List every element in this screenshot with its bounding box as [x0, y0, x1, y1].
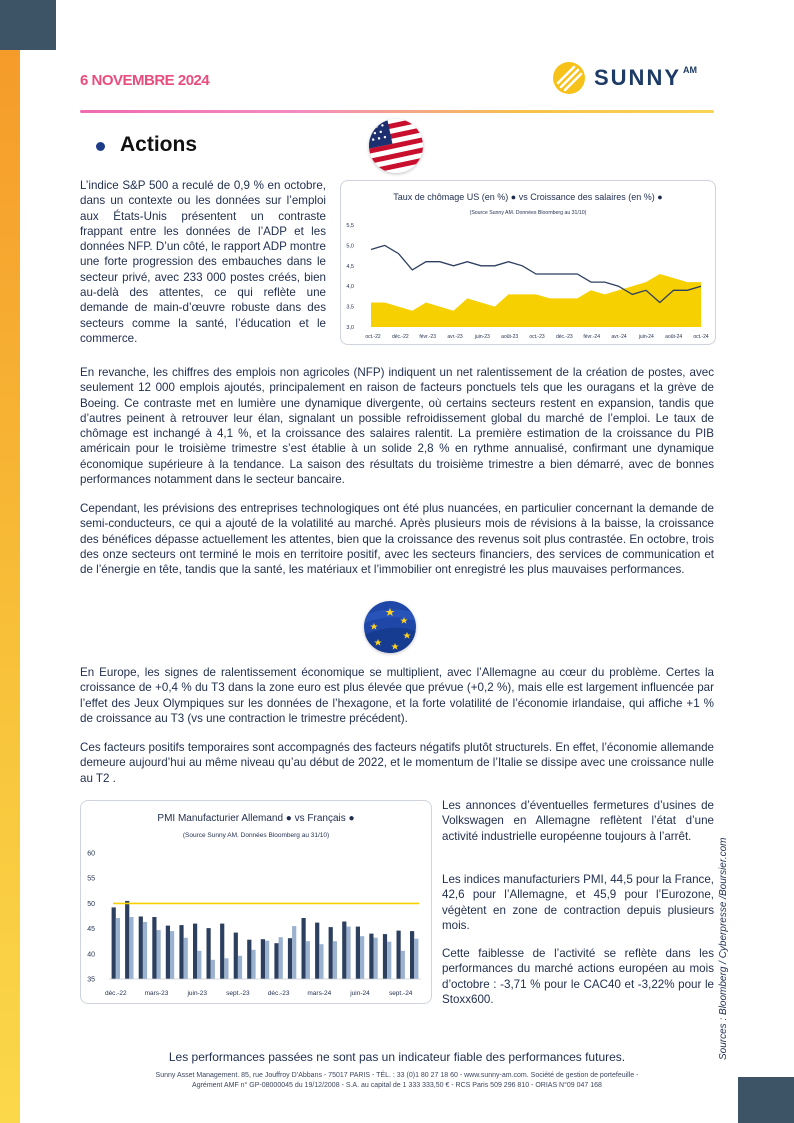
bar-france: [197, 951, 201, 979]
paragraph-germany: Ces facteurs positifs temporaires sont accompagnés des facteurs négatifs plutôt structurels. En effet, l’économie allemande demeure aujourd’hui au même niveau qu’au début de 2022, et le momentum de l’Italie se dissipe avec une croissance nulle au T2 .: [80, 741, 714, 785]
bar-france: [387, 942, 391, 979]
y-tick-label: 50: [87, 900, 95, 908]
y-tick-label: 5,0: [346, 243, 354, 250]
series-area-unemployment: [371, 274, 701, 327]
x-tick-label: juin-24: [638, 334, 654, 340]
corner-block-top: [0, 0, 56, 50]
bar-germany: [302, 918, 306, 979]
footer-line-1: [80, 1071, 714, 1081]
bar-france: [360, 936, 364, 979]
bar-germany: [383, 934, 387, 979]
bar-germany: [247, 940, 251, 979]
bar-france: [116, 918, 120, 979]
footer-line-2: Agrément AMF n° GP-08000045 du 19/12/2008 - S.A. au capital de 1 333 333,50 € - RCS Paris 509 296 810 - ORIAS N°09 047 168: [192, 1082, 602, 1089]
header-divider: [80, 110, 714, 113]
sources-note: Sources : Bloomberg / Cyberpresse /Boursier.com: [718, 837, 729, 1060]
bar-germany: [342, 922, 346, 980]
chart-pmi-manufacturing: [80, 800, 432, 1004]
bar-germany: [356, 927, 360, 979]
y-tick-label: 35: [87, 976, 95, 984]
bar-france: [224, 958, 228, 979]
bar-france: [333, 941, 337, 979]
bar-france: [170, 931, 174, 979]
bar-germany: [315, 923, 319, 979]
x-tick-label: déc.-22: [391, 334, 409, 340]
bar-germany: [193, 924, 197, 979]
paragraph-sp500: L’indice S&P 500 a reculé de 0,9 % en octobre, dans un contexte ou les données sur l’emploi aux États-Unis présentent un contraste frappant entre les données de l’ADP et les données NFP. D’un côté, le rapport ADP montre une forte progression des embauches dans le secteur privé, avec 233 000 postes créés, bien au-delà des attentes, ce qui reflète une demande de main-d’œuvre robuste dans des secteurs comme la santé, l’éducation et le commerce.: [80, 179, 326, 345]
bar-france: [211, 960, 215, 979]
performance-disclaimer: Les performances passées ne sont pas un indicateur fiable des performances futures.: [168, 1050, 626, 1064]
bar-france: [238, 956, 242, 979]
x-tick-label: avr.-23: [447, 334, 463, 340]
report-date: 6 NOVEMBRE 2024: [80, 72, 210, 89]
x-tick-label: oct.-24: [693, 334, 709, 340]
y-tick-label: 60: [87, 850, 95, 858]
x-tick-label: oct.-22: [365, 334, 381, 340]
bar-france: [129, 917, 133, 979]
bar-france: [184, 938, 188, 979]
y-tick-label: 5,5: [346, 223, 354, 229]
bar-france: [157, 930, 161, 979]
bar-germany: [369, 934, 373, 979]
chart-pmi-svg: [81, 801, 431, 1003]
bar-france: [319, 944, 323, 979]
bar-germany: [234, 933, 238, 979]
bar-germany: [288, 938, 292, 979]
x-tick-label: févr.-24: [583, 334, 601, 340]
y-tick-label: 55: [87, 875, 95, 883]
logo-suffix: AM: [683, 65, 698, 75]
x-tick-label: déc.-23: [267, 990, 290, 997]
bar-france: [374, 938, 378, 979]
bar-germany: [261, 939, 265, 979]
bar-france: [346, 927, 350, 979]
x-tick-label: août-24: [665, 334, 683, 340]
bar-france: [279, 937, 283, 979]
us-flag-icon: [369, 119, 423, 173]
bar-germany: [274, 943, 278, 979]
paragraph-pmi: Les indices manufacturiers PMI, 44,5 pour la France, 42,6 pour l’Allemagne, et 45,9 pour l’Eurozone, végètent en zone de contraction depuis plusieurs mois.: [442, 873, 714, 932]
chart-us-svg: [341, 181, 715, 344]
footer: [80, 1071, 714, 1091]
bar-germany: [329, 927, 333, 979]
x-tick-label: avr.-24: [611, 334, 627, 340]
x-tick-label: sept.-24: [388, 990, 413, 997]
bar-france: [292, 926, 296, 979]
bar-germany: [125, 901, 129, 979]
x-tick-label: févr.-23: [419, 334, 437, 340]
bar-germany: [410, 931, 414, 979]
sun-logo-icon: [552, 61, 586, 95]
paragraph-europe: En Europe, les signes de ralentissement économique se multiplient, avec l’Allemagne au cœur du problème. Certes la croissance de +0,4 % du T3 dans la zone euro est plus élevée que prévue (+0,2 %), mais elle est largement influencée par l’effet des Jeux Olympiques sur les données de l’hexagone, et la forte volatilité de l’économie irlandaise, qui affiche +1 % de croissance au T3 (vs une contraction le trimestre précédent).: [80, 666, 714, 725]
chart-subtitle: (Source Sunny AM. Données Bloomberg au 31/10): [469, 210, 587, 216]
paragraph-nfp: En revanche, les chiffres des emplois non agricoles (NFP) indiquent un net ralentissement de la création de postes, avec seulement 12 000 emplois ajoutés, principalement en raison de facteurs ponctuels tels que les ouragans et la grève de Boeing. Ce contraste met en lumière une dynamique divergente, où certains secteurs restent en expansion, tandis que d’autres peinent à retrouver leur élan, signalant un possible refroidissement global du marché de l’emploi. Le taux de chômage est inchangé à 4,1 %, et la croissance des salaires ralentit. La première estimation de la croissance du PIB américain pour le troisième trimestre s’est établie à un solide 2,8 % en rythme annualisé, confirmant une dynamique économique supérieure à la tendance. La saison des résultats du troisième trimestre a bien démarré, avec de bonnes performances notamment dans le secteur bancaire.: [80, 366, 714, 487]
y-tick-label: 4,5: [346, 263, 354, 270]
y-tick-label: 3,0: [346, 325, 354, 331]
side-stripe: [0, 50, 20, 1123]
chart-subtitle: (Source Sunny AM. Données Bloomberg au 31/10): [182, 832, 330, 839]
bar-france: [143, 922, 147, 979]
bar-germany: [166, 926, 170, 979]
x-tick-label: déc.-22: [104, 990, 127, 997]
chart-title: PMI Manufacturier Allemand ● vs Français ●: [157, 813, 355, 824]
y-tick-label: 3,5: [346, 304, 354, 311]
bar-germany: [397, 931, 401, 979]
paragraph-tech: Cependant, les prévisions des entreprises technologiques ont été plus nuancées, en particulier concernant la demande de semi-conducteurs, ce qui a ajouté de la volatilité au marché. Après plusieurs mois de révisions à la baisse, la croissance des bénéfices dépasse actuellement les attentes, bien que la croissance des revenus soit plus contrastée. En octobre, trois des onze secteurs ont terminé le mois en territoire positif, avec les secteurs financiers, des services de communication et de l’énergie en tête, tandis que la santé, les matériaux et l’immobilier ont enregistré les plus mauvaises performances.: [80, 502, 714, 577]
corner-block-bottom: [738, 1077, 794, 1123]
bar-germany: [139, 917, 143, 980]
x-tick-label: août-23: [501, 334, 519, 340]
y-tick-label: 45: [87, 926, 95, 934]
bar-germany: [112, 907, 116, 979]
x-tick-label: mars-23: [144, 990, 169, 997]
chart-title: Taux de chômage US (en %) ● vs Croissance des salaires (en %) ●: [393, 192, 663, 202]
bar-france: [306, 941, 310, 979]
section-title: Actions: [120, 133, 198, 156]
x-tick-label: oct.-23: [529, 334, 545, 340]
bar-germany: [207, 928, 211, 979]
paragraph-volkswagen: Les annonces d’éventuelles fermetures d’usines de Volkswagen en Allemagne reflètent l’état d’une activité industrielle européenne toujours à l’arrêt.: [442, 799, 714, 843]
x-tick-label: juin-23: [187, 990, 207, 997]
x-tick-label: déc.-23: [555, 334, 573, 340]
bar-france: [401, 951, 405, 979]
x-tick-label: juin-23: [474, 334, 490, 340]
x-tick-label: mars-24: [307, 990, 332, 997]
bullet-icon: [96, 142, 105, 151]
y-tick-label: 40: [87, 951, 95, 959]
paragraph-markets: Cette faiblesse de l’activité se reflète dans les performances du marché actions européen au mois d’octobre : -3,71 % pour le CAC40 et -3,22% pour le Stoxx600.: [442, 947, 714, 1006]
bar-germany: [220, 924, 224, 979]
bar-france: [414, 939, 418, 979]
eu-flag-icon: [364, 601, 416, 653]
x-tick-label: juin-24: [350, 990, 370, 997]
sunny-am-logo: [552, 60, 697, 96]
footer-company-type: . Société de gestion de portefeuille -: [526, 1072, 639, 1079]
x-tick-label: sept.-23: [226, 990, 250, 997]
chart-us-unemployment-wages: [340, 180, 716, 345]
y-tick-label: 4,0: [346, 284, 354, 291]
bar-france: [265, 941, 269, 979]
bar-germany: [152, 917, 156, 979]
website-link[interactable]: www.sunny-am.com: [464, 1072, 527, 1079]
bar-germany: [179, 925, 183, 979]
bar-france: [251, 950, 255, 979]
logo-text: SUNNY: [594, 65, 682, 90]
footer-address: Sunny Asset Management. 85, rue Jouffroy D’Abbans - 75017 PARIS - TÉL. : 33 (0)1 80 27 18 60 -: [155, 1072, 465, 1079]
